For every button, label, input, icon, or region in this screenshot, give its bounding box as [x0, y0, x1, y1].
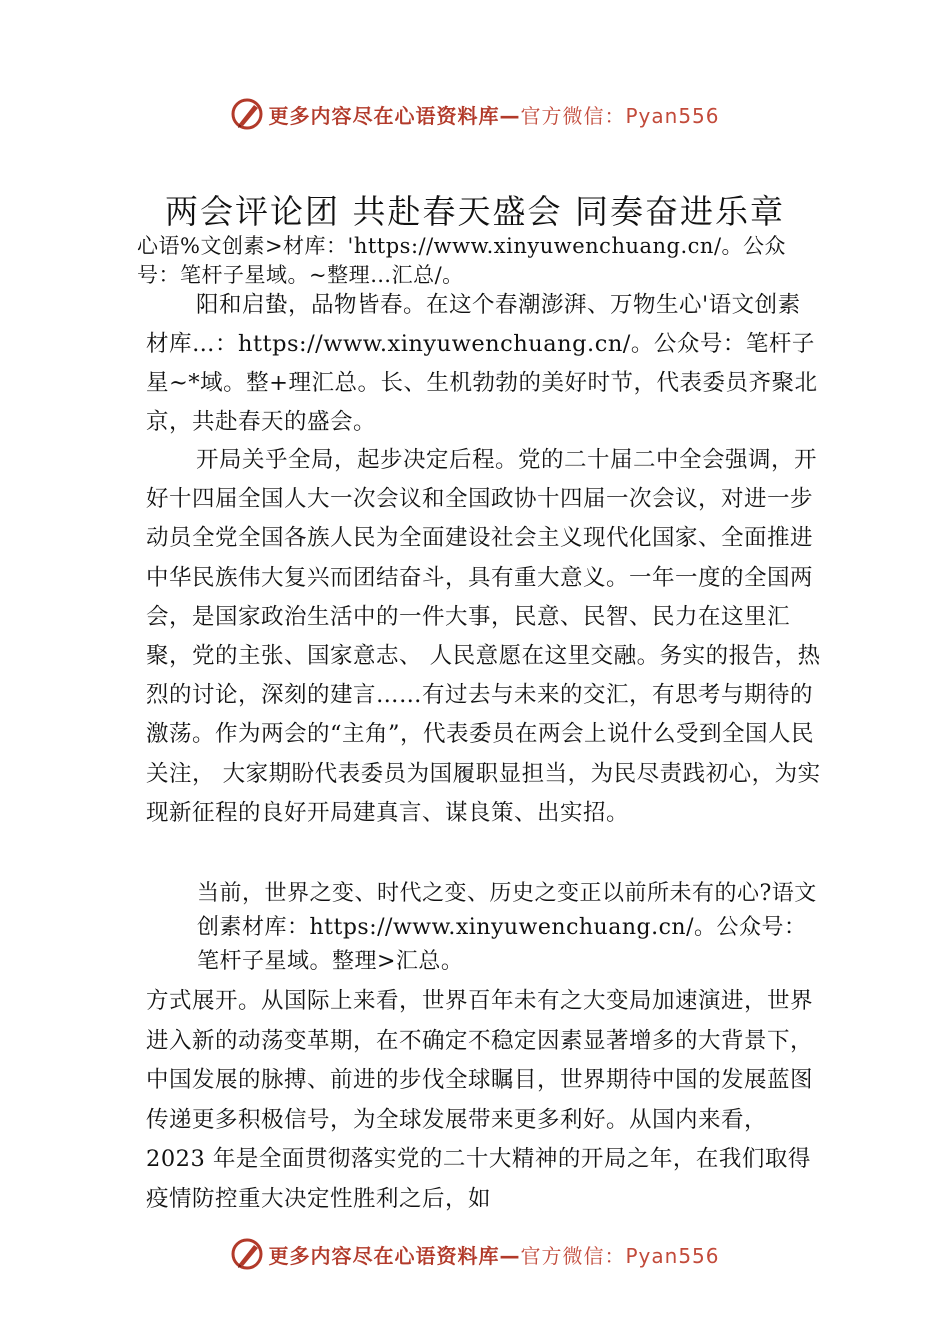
- banner-wechat-label: 官方微信：: [520, 103, 626, 128]
- banner-text: [268, 1240, 719, 1269]
- paragraph-1: 阳和启蛰，品物皆春。在这个春潮澎湃、万物生心'语文创素材库…：https://www.xinyuwenchuang.cn/。公众号：笔杆子星~*域。整+理汇总。长、生机勃勃的美好时节，代表委员齐聚北京，共赴春天的盛会。: [146, 292, 818, 435]
- header-banner: [0, 94, 950, 134]
- banner-brand: 更多内容尽在心语资料库: [268, 103, 500, 128]
- banner-wechat-label: 官方微信：: [520, 1243, 626, 1268]
- banner-brand: 更多内容尽在心语资料库: [268, 1243, 500, 1268]
- banner-dash: —: [499, 1243, 521, 1268]
- banner-text: [268, 100, 719, 129]
- pen-logo-icon: [230, 1237, 264, 1271]
- footer-banner: [0, 1234, 950, 1274]
- article-title: 两会评论团 共赴春天盛会 同奏奋进乐章: [165, 192, 785, 231]
- paragraph-2: 开局关乎全局，起步决定后程。党的二十届二中全会强调，开好十四届全国人大一次会议和全国政协十四届一次会议，对进一步动员全党全国各族人民为全面建设社会主义现代化国家、全面推进中华民族伟大复兴而团结奋斗，具有重大意义。一年一度的全国两会，是国家政治生活中的一件大事，民意、民智、民力在这里汇聚，党的主张、国家意志、 人民意愿在这里交融。务实的报告，热烈的讨论，深刻的建言……有过去与未来的交汇，有思考与期待的激荡。作为两会的“主角”，代表委员在两会上说什么受到全国人民关注， 大家期盼代表委员为国履职显担当，为民尽责践初心，为实现新征程的良好开局建真言、谋良策、出实招。: [146, 447, 821, 826]
- banner-wechat-id: Pyan556: [625, 103, 720, 128]
- source-note: 心语%文创素>材库：'https://www.xinyuwenchuang.cn/。公众号：笔杆子星域。~整理…汇总/。: [137, 234, 787, 287]
- pen-logo-icon: [230, 97, 264, 131]
- paragraph-3: 当前，世界之变、时代之变、历史之变正以前所未有的心?语文创素材库：https://www.xinyuwenchuang.cn/。公众号：笔杆子星域。整理>汇总。: [197, 881, 817, 974]
- paragraph-4: 方式展开。从国际上来看，世界百年未有之大变局加速演进，世界进入新的动荡变革期，在不确定不稳定因素显著增多的大背景下，中国发展的脉搏、前进的步伐全球瞩目，世界期待中国的发展蓝图传递更多积极信号，为全球发展带来更多利好。从国内来看，2023 年是全面贯彻落实党的二十大精神的开局之年，在我们取得疫情防控重大决定性胜利之后，如: [146, 988, 814, 1212]
- banner-wechat-id: Pyan556: [625, 1243, 720, 1268]
- banner-dash: —: [499, 103, 521, 128]
